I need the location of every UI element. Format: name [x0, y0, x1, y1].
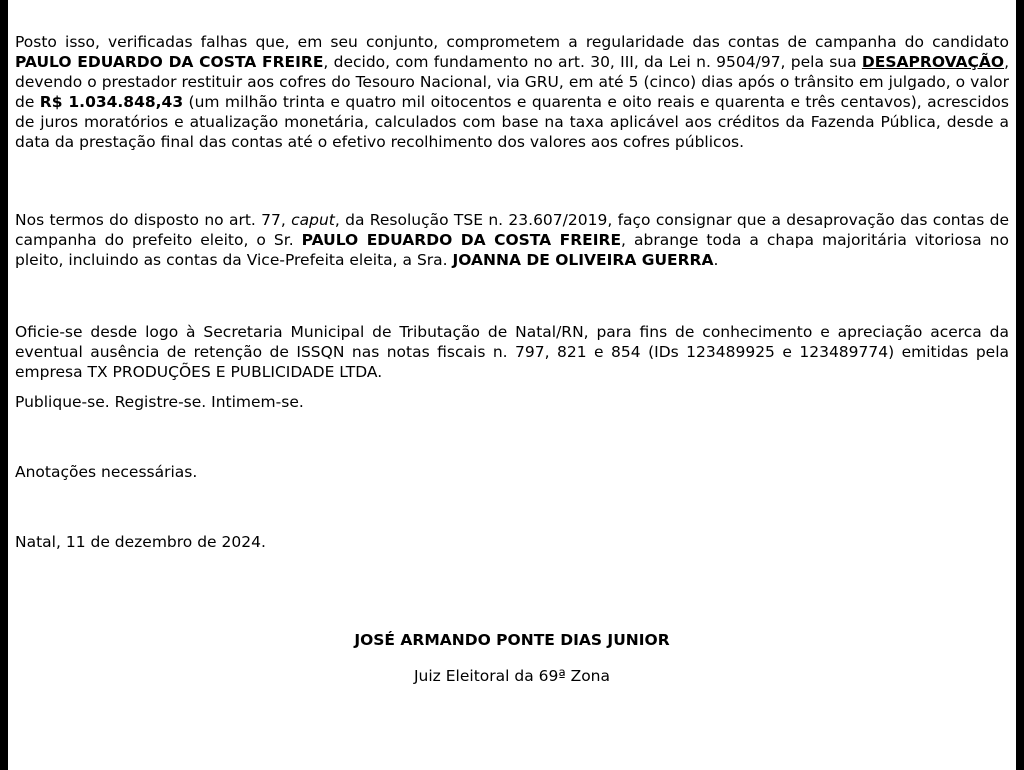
- decision-text-3: , devendo o prestador restituir aos cofres do Tesouro Nacional, via GRU, em até 5 (cinco) dias após o trânsito em julgado, o valor de: [15, 53, 1010, 111]
- date-line: Natal, 11 de dezembro de 2024.: [15, 533, 266, 551]
- decision-text-1: Posto isso, verificadas falhas que, em seu conjunto, comprometem a regularidade das contas de campanha do candidato: [15, 33, 1009, 51]
- scope-text-1: Nos termos do disposto no art. 77,: [15, 211, 292, 229]
- caput-term: caput: [291, 211, 335, 229]
- candidate-name: PAULO EDUARDO DA COSTA FREIRE: [15, 53, 324, 71]
- decision-text-4: (um milhão trinta e quatro mil oitocentos e quarenta e oito reais e quarenta e três centavos), acrescidos de juros moratórios e atualização monetária, calculados com base na taxa aplicável aos créditos da Fazenda Pública, desde a data da prestação final das contas até o efetivo recolhimento dos valores aos cofres públicos.: [15, 93, 1009, 151]
- disapproval-term: DESAPROVAÇÃO: [861, 53, 1005, 71]
- amount-value: R$ 1.034.848,43: [39, 93, 184, 111]
- scope-paragraph: [15, 210, 1009, 322]
- judge-title: Juiz Eleitoral da 69ª Zona: [413, 667, 610, 685]
- scope-text-4: .: [713, 251, 719, 269]
- scope-text-3: , abrange toda a chapa majoritária vitoriosa no pleito, incluindo as contas da Vice-Prefeita eleita, a Sra.: [15, 231, 1009, 269]
- scope-text-2: , da Resolução TSE n. 23.607/2019, faço consignar que a desaprovação das contas de campanha do prefeito eleito, o Sr.: [15, 211, 1009, 249]
- notify-paragraph: Oficie-se desde logo à Secretaria Municipal de Tributação de Natal/RN, para fins de conhecimento e apreciação acerca da eventual ausência de retenção de ISSQN nas notas fiscais n. 797, 821 e 854 (IDs 123489925 e 123489774) emitidas pela empresa TX PRODUÇÕES E PUBLICIDADE LTDA.: [15, 323, 1009, 381]
- decision-text-2: , decido, com fundamento no art. 30, III, da Lei n. 9504/97, pela sua: [323, 53, 862, 71]
- document-page: [8, 0, 1016, 770]
- vice-mayor-name: JOANNA DE OLIVEIRA GUERRA: [452, 251, 714, 269]
- mayor-name: PAULO EDUARDO DA COSTA FREIRE: [301, 231, 622, 249]
- publish-paragraph: Publique-se. Registre-se. Intimem-se.: [15, 393, 304, 411]
- judge-name: JOSÉ ARMANDO PONTE DIAS JUNIOR: [354, 631, 670, 649]
- annotations-paragraph: Anotações necessárias.: [15, 463, 198, 481]
- decision-paragraph: [15, 32, 1009, 210]
